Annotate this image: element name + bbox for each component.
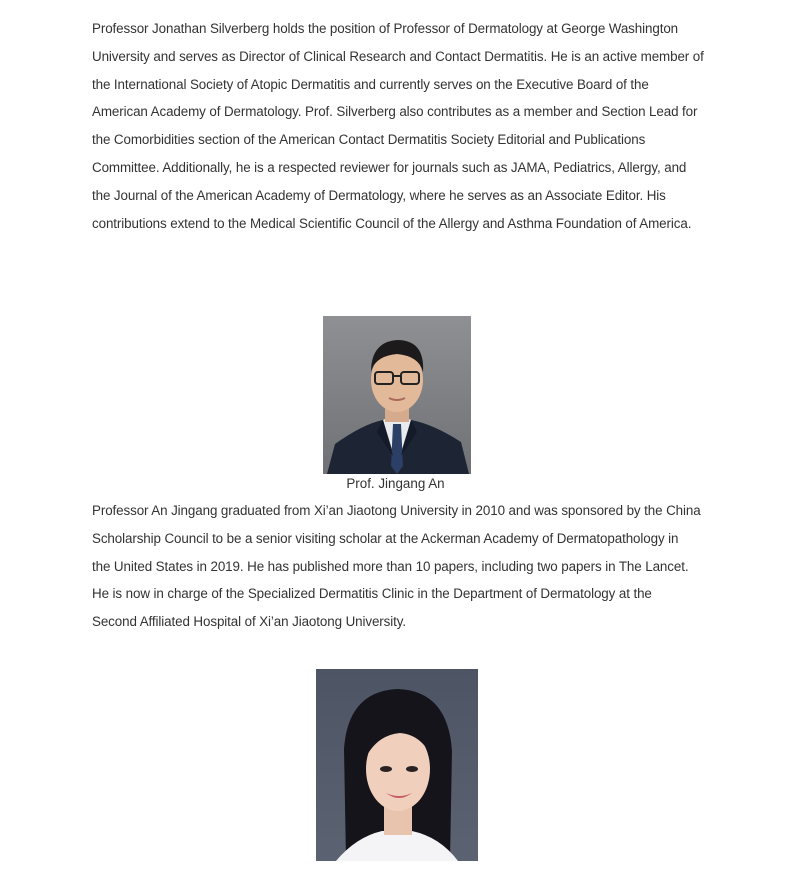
- silverberg-bio-paragraph: Professor Jonathan Silverberg holds the position of Professor of Dermatology at George Washington University and serves as Director of Clinical Research and Contact Dermatitis. He is an active member of the International Society of Atopic Dermatitis and currently serves on the Executive Board of the American Academy of Dermatology. Prof. Silverberg also contributes as a member and Section Lead for the Comorbidities section of the American Contact Dermatitis Society Editorial and Publications Committee. Additionally, he is a respected reviewer for journals such as JAMA, Pediatrics, Allergy, and the Journal of the American Academy of Dermatology, where he serves as an Associate Editor. His contributions extend to the Medical Scientific Council of the Allergy and Asthma Foundation of America.: [92, 21, 704, 231]
- jingang-an-bio-paragraph: Professor An Jingang graduated from Xi’an Jiaotong University in 2010 and was sponsored by the China Scholarship Council to be a senior visiting scholar at the Ackerman Academy of Dermatopathology in the United States in 2019. He has published more than 10 papers, including two papers in The Lancet. He is now in charge of the Specialized Dermatitis Clinic in the Department of Dermatology at the Second Affiliated Hospital of Xi’an Jiaotong University.: [92, 503, 701, 630]
- female-professor-portrait: [316, 669, 478, 861]
- bio-silverberg-section: [92, 15, 708, 237]
- jingang-an-caption: Prof. Jingang An: [346, 476, 445, 491]
- jingang-an-portrait: [323, 316, 471, 474]
